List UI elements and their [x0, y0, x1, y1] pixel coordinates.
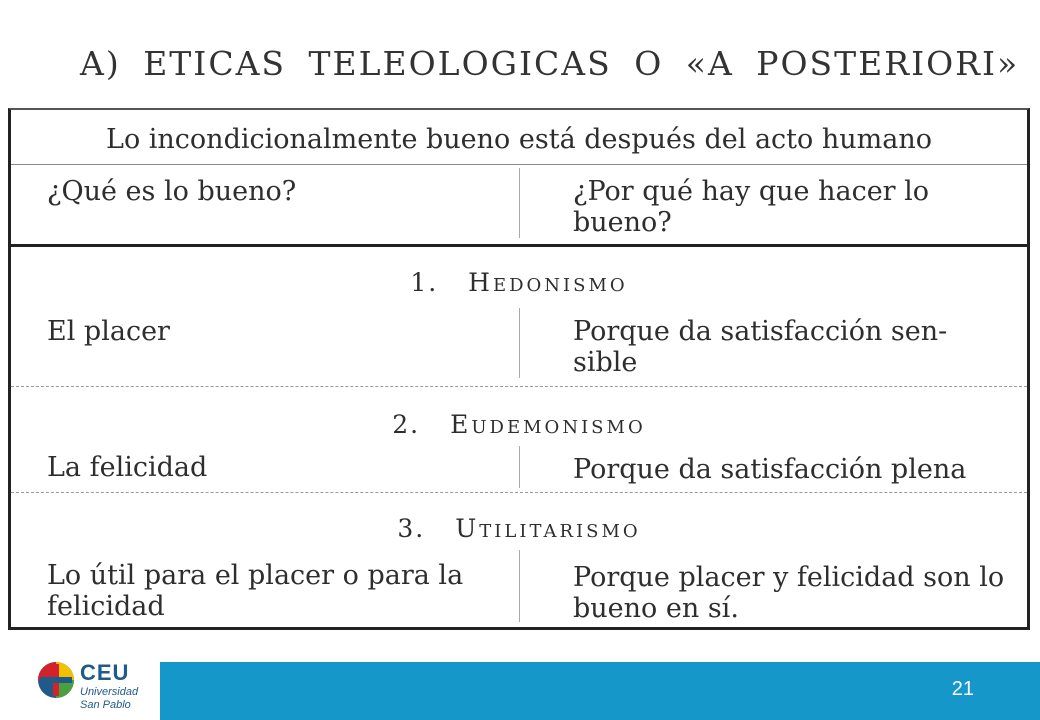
- cell-what-utilitarismo: Lo útil para el placer o para la felicidad: [47, 560, 464, 622]
- section-number: 3.: [397, 514, 426, 543]
- footer-bar: [160, 662, 1040, 720]
- section-title-hedonismo: [11, 268, 1027, 297]
- column-divider: [519, 168, 520, 238]
- ceu-logo: [36, 660, 156, 720]
- header-divider: [11, 244, 1027, 247]
- table-top-statement: Lo incondicionalmente bueno está después del acto humano: [106, 124, 932, 155]
- logo-line-1: Universidad: [80, 686, 139, 698]
- section-name: Hedonismo: [468, 268, 628, 297]
- cell-what-eudemonismo: La felicidad: [47, 452, 208, 483]
- section-title-eudemonismo: [11, 410, 1027, 439]
- cell-what-hedonismo: El placer: [47, 316, 170, 347]
- ethics-table: [8, 108, 1030, 630]
- column-divider: [519, 550, 520, 622]
- cell-why-hedonismo: Porque da satisfacción sen- sible: [573, 316, 948, 378]
- logo-name: CEU: [80, 660, 130, 685]
- divider: [11, 164, 1027, 165]
- cell-why-eudemonismo: Porque da satisfacción plena: [573, 454, 967, 485]
- divider: [11, 386, 1027, 387]
- slide-heading: A) ETICAS TELEOLOGICAS O «A POSTERIORI»: [80, 44, 1020, 83]
- ceu-logo-icon: [36, 660, 76, 700]
- header-why-do-good: ¿Por qué hay que hacer lo bueno?: [573, 176, 930, 238]
- page-number: 21: [951, 678, 974, 700]
- section-name: Utilitarismo: [455, 514, 641, 543]
- column-divider: [519, 308, 520, 378]
- column-divider: [519, 446, 520, 488]
- section-title-utilitarismo: [11, 514, 1027, 543]
- section-number: 1.: [410, 268, 439, 297]
- section-name: Eudemonismo: [450, 410, 646, 439]
- header-what-is-good: ¿Qué es lo bueno?: [47, 176, 297, 207]
- logo-wordmark: [80, 660, 138, 712]
- divider: [11, 492, 1027, 493]
- section-number: 2.: [392, 410, 421, 439]
- cell-why-utilitarismo: Porque placer y felicidad son lo bueno en sí.: [573, 562, 1005, 624]
- logo-line-2: San Pablo: [80, 699, 131, 711]
